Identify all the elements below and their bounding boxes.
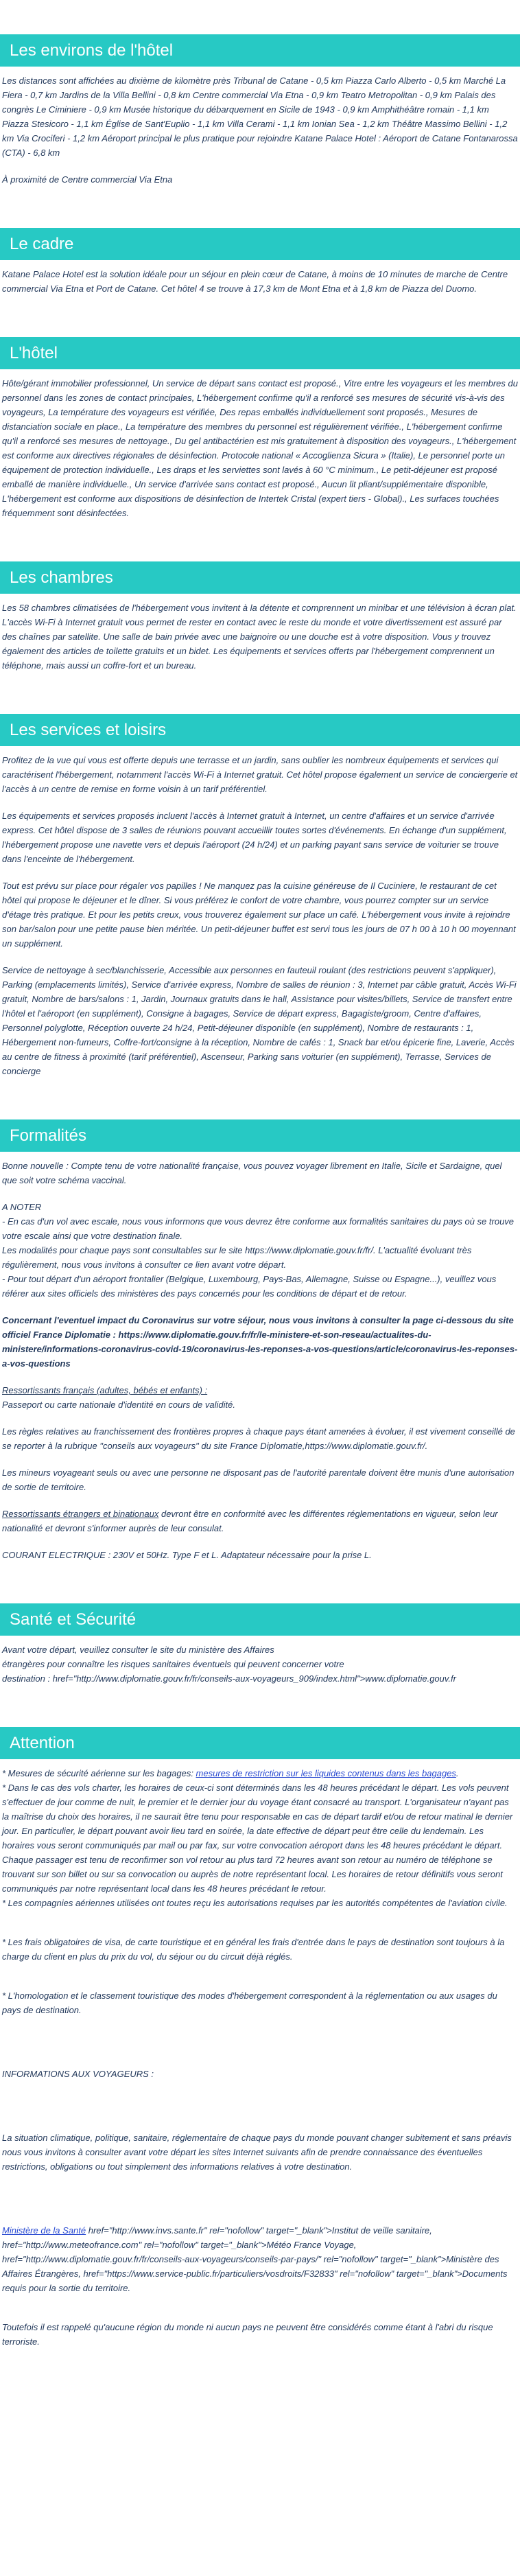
formalites-note: A NOTER - En cas d'un vol avec escale, nous vous informons que vous devrez être conforme aux formalités sanitaires du pays où se trouve votre escale ainsi que votre destination finale. Les modalités pour chaque pays sont consultables sur le site https://www.diplomatie.gouv.fr/fr/. L'actualité évoluant très régulièrement, nous vous invitons à consulter ce lien avant votre départ. - Pour tout départ d'un aéroport frontalier (Belgique, Luxembourg, Pays-Bas, Allemagne, Suisse ou Espagne...), veuillez vous référer aux sites officiels des ministères des pays concernés pour les conditions de départ et de retour. (2, 1202, 515, 1299)
section-title-environs: Les environs de l'hôtel (0, 34, 520, 67)
section-cadre (0, 228, 520, 296)
sante-text: Avant votre départ, veuillez consulter le site du ministère des Affaires étrangères pour connaître les risques sanitaires éventuels qui peuvent concerner votre destination : href="http://www.diplomatie.gouv.fr/fr/conseils-aux-voyageurs_909/index.html">www.diplomatie.gouv.fr (2, 1645, 456, 1684)
environs-distances: Les distances sont affichées au dixième de kilomètre près Tribunal de Catane - 0,5 km Piazza Carlo Alberto - 0,5 km Marché La Fiera - 0,7 km Jardins de la Villa Bellini - 0,8 km Centre commercial Via Etna - 0,9 km Teatro Metropolitan - 0,9 km Palais des congrès Le Ciminiere - 0,9 km Musée historique du débarquement en Sicile de 1943 - 0,9 km Amphithéâtre romain - 1,1 km Piazza Stesicoro - 1,1 km Église de Sant'Euplio - 1,1 km Villa Cerami - 1,1 km Ionian Sea - 1,2 km Théâtre Massimo Bellini - 1,2 km Via Crociferi - 1,2 km Aéroport principal le plus pratique pour rejoindre Katane Palace Hotel : Aéroport de Catane Fontanarossa (CTA) - 6,8 km (2, 76, 518, 158)
section-title-attention: Attention (0, 1727, 520, 1759)
formalites-foreigners-text: devront être en conformité avec les différentes réglementations en vigueur, selon leur nationalité et devront s'informer auprès de leur consulat. (2, 1509, 498, 1533)
section-title-chambres: Les chambres (0, 561, 520, 594)
attention-climate: La situation climatique, politique, sanitaire, réglementaire de chaque pays du monde pouvant changer subitement et sans préavis nous vous invitons à consulter avant votre départ les sites Internet suivants afin de prendre connaissance des éventuelles restrictions, obligations ou tout simplement des informations relatives à votre destination. (2, 2133, 512, 2172)
section-title-hotel: L'hôtel (0, 337, 520, 369)
page (0, 34, 520, 2404)
section-title-services: Les services et loisirs (0, 714, 520, 746)
formalites-minors: Les mineurs voyageant seuls ou avec une personne ne disposant pas de l'autorité parentale doivent être munis d'une autorisation de sortie de territoire. (2, 1467, 515, 1492)
formalites-foreigners (0, 1507, 520, 1535)
services-text-1: Profitez de la vue qui vous est offerte depuis une terrasse et un jardin, sans oublier les nombreux équipements et services qui caractérisent l'hébergement, notamment l'accès Wi-Fi à Internet gratuit. Cet hôtel propose également un service de conciergerie et l'accès à un centre de remise en forme voisin à un tarif préférentiel. (2, 755, 518, 794)
section-chambres (0, 561, 520, 673)
section-environs (0, 34, 520, 187)
hotel-text: Hôte/gérant immobilier professionnel, Un service de départ sans contact est proposé., Vitre entre les voyageurs et les membres du personnel dans les zones de contact principales, L'hébergement confirme qu'il a renforcé ses mesures de sécurité vis-à-vis des voyageurs, La température des voyageurs est vérifiée, Des repas emballés individuellement sont proposés., Mesures de distanciation sociale en place., La température des membres du personnel est régulièrement vérifiée., L'hébergement confirme qu'il a renforcé ses mesures de nettoyage., Du gel antibactérien est mis gratuitement à disposition des voyageurs., L'hébergement est conforme aux directives régionales de désinfection. Protocole national « Accoglienza Sicura » (Italie), Le personnel porte un équipement de protection individuelle., Les draps et les serviettes sont lavés à 60 °C minimum., Le petit-déjeuner est proposé emballé de manière individuelle., Un service d'arrivée sans contact est proposé., Aucun lit pliant/supplémentaire disponible, L'hébergement est conforme aux dispositions de désinfection de Intertek Cristal (expert tiers - Global)., Les surfaces touchées fréquemment sont désinfectées. (2, 378, 518, 518)
section-title-cadre: Le cadre (0, 228, 520, 260)
attention-bagages-prefix: * Mesures de sécurité aérienne sur les bagages: (2, 1768, 196, 1778)
environs-proximity: À proximité de Centre commercial Via Etna (2, 174, 173, 185)
attention-links (0, 2223, 520, 2295)
attention-links-text: href="http://www.invs.sante.fr" rel="nofollow" target="_blank">Institut de veille sanitaire, href="http://www.meteofrance.com" rel="nofollow" target="_blank">Météo France Voyage, href="http://www.diplomatie.gouv.fr/fr/conseils-aux-voyageurs/conseils-par-pays/" rel="nofollow" target="_blank">Ministère des Affaires Étrangères, href="https://www.service-public.fr/particuliers/vosdroits/F32833" rel="nofollow" target="_blank">Documents requis pour la sortie du territoire. (2, 2225, 508, 2293)
formalites-borders: Les règles relatives au franchissement des frontières propres à chaque pays étant amenées à évoluer, il est vivement conseillé de se reporter à la rubrique "conseils aux voyageurs" du site France Diplomatie,https://www.diplomatie.gouv.fr/. (2, 1426, 515, 1451)
services-text-3: Tout est prévu sur place pour régaler vos papilles ! Ne manquez pas la cuisine généreuse de Il Cuciniere, le restaurant de cet hôtel qui propose le déjeuner et le dîner. Si vous préférez le confort de votre chambre, vous pourrez compter sur un service d'étage très pratique. Et pour les petits creux, vous trouverez également sur place un café. L'hébergement vous invite à rejoindre son bar/salon pour une petite pause bien méritée. Un petit-déjeuner buffet est servi tous les jours de 07 h 00 à 10 h 00 moyennant un supplément. (2, 881, 516, 949)
formalites-coronavirus: Concernant l'eventuel impact du Coronavirus sur votre séjour, nous vous invitons à consulter la page ci-dessous du site officiel France Diplomatie : https://www.diplomatie.gouv.fr/fr/le-ministere-et-son-reseau/actualites-du-ministere/informations-coronavirus-covid-19/coronavirus-les-reponses-a-vos-questions/article/coronavirus-les-reponses-a-vos-questions (2, 1315, 518, 1369)
formalites-nationality: Bonne nouvelle : Compte tenu de votre nationalité française, vous pouvez voyager librement en Italie, Sicile et Sardaigne, quel que soit votre schéma vaccinal. (2, 1161, 502, 1185)
section-title-sante: Santé et Sécurité (0, 1603, 520, 1636)
attention-info-title: INFORMATIONS AUX VOYAGEURS : (2, 2069, 154, 2079)
section-hotel (0, 337, 520, 520)
formalites-french-title: Ressortissants français (adultes, bébés et enfants) : (2, 1385, 208, 1395)
attention-terrorism: Toutefois il est rappelé qu'aucune région du monde ni aucun pays ne peuvent être considérés comme étant à l'abri du risque terroriste. (2, 2322, 493, 2347)
formalites-foreigners-title: Ressortissants étrangers et binationaux (2, 1509, 159, 1519)
section-services (0, 714, 520, 1078)
section-formalites (0, 1119, 520, 1562)
section-attention (0, 1727, 520, 2349)
attention-visa-fees: * Les frais obligatoires de visa, de carte touristique et en général les frais d'entrée dans le pays de destination sont toujours à la charge du client en plus du prix du vol, du séjour ou du circuit déjà réglés. (2, 1937, 505, 1962)
formalites-french-nationals (0, 1383, 520, 1412)
cadre-text: Katane Palace Hotel est la solution idéale pour un séjour en plein cœur de Catane, à moins de 10 minutes de marche de Centre commercial Via Etna et Port de Catane. Cet hôtel 4 se trouve à 17,3 km de Mont Etna et à 1,8 km de Piazza del Duomo. (2, 269, 508, 294)
services-text-2: Les équipements et services proposés incluent l'accès à Internet gratuit à Internet, un centre d'affaires et un service d'arrivée express. Cet hôtel dispose de 3 salles de réunions pouvant accueillir toutes sortes d'événements. En échange d'un supplément, l'hébergement propose une navette vers et depuis l'aéroport (24 h/24) et un parking payant sans service de voiturier se trouve dans l'enceinte de l'hébergement. (2, 811, 507, 864)
section-title-formalites: Formalités (0, 1119, 520, 1152)
attention-homologation: * L'homologation et le classement touristique des modes d'hébergement correspondent à la réglementation ou aux usages du pays de destination. (2, 1991, 497, 2015)
formalites-electricity: COURANT ELECTRIQUE : 230V et 50Hz. Type F et L. Adaptateur nécessaire pour la prise L. (2, 1550, 372, 1560)
attention-flights (0, 1766, 520, 1910)
section-sante (0, 1603, 520, 1686)
ministere-sante-link[interactable]: Ministère de la Santé (2, 2225, 86, 2236)
attention-flights-text: . * Dans le cas des vols charter, les horaires de ceux-ci sont déterminés dans les 48 heures précédant le départ. Les vols peuvent s'effectuer de jour comme de nuit, le premier et le dernier jour du voyage étant consacré au transport. L'organisateur n'ayant pas la maîtrise du choix des horaires, il ne saurait être tenu pour responsable en cas de départ tardif et/ou de retour matinal le dernier jour. En particulier, le départ pouvant avoir lieu tard en soirée, la date effective de départ peut être celle du lendemain. Les horaires vous seront communiqués par mail ou par fax, sur votre convocation aéroport dans les 48 heures précédant le départ. Chaque passager est tenu de reconfirmer son vol retour au plus tard 72 heures avant son retour au numéro de téléphone se trouvant sur son billet ou sur sa convocation ou auprès de notre représentant local. Les horaires de retour définitifs vous seront communiqués par notre représentant local dans les 48 heures précédant le retour. * Les compagnies aériennes utilisées ont toutes reçu les autorisations requises par les autorités compétentes de l'aviation civile. (2, 1768, 513, 1908)
services-list: Service de nettoyage à sec/blanchisserie, Accessible aux personnes en fauteuil roulant (des restrictions peuvent s'appliquer), Parking (emplacements limités), Service d'arrivée express, Nombre de salles de réunion : 3, Internet par câble gratuit, Accès Wi-Fi gratuit, Nombre de bars/salons : 1, Jardin, Journaux gratuits dans le hall, Assistance pour visites/billets, Service de transfert entre l'hôtel et l'aéroport (en supplément), Consigne à bagages, Service de départ express, Bagagiste/groom, Centre d'affaires, Personnel polyglotte, Réception ouverte 24 h/24, Petit-déjeuner disponible (en supplément), Nombre de restaurants : 1, Hébergement non-fumeurs, Coffre-fort/consigne à la réception, Nombre de cafés : 1, Snack bar et/ou épicerie fine, Laverie, Accès au centre de fitness à proximité (tarif préférentiel), Ascenseur, Parking sans voiturier (en supplément), Terrasse, Services de concierge (2, 965, 517, 1076)
formalites-french-docs: Passeport ou carte nationale d'identité en cours de validité. (2, 1400, 235, 1410)
chambres-text: Les 58 chambres climatisées de l'hébergement vous invitent à la détente et comprennent un minibar et une télévision à écran plat. L'accès Wi-Fi à Internet gratuit vous permet de rester en contact avec le reste du monde et votre divertissement est assuré par des chaînes par satellite. Une salle de bain privée avec une baignoire ou une douche est à votre disposition. Vous y trouvez également des articles de toilette gratuits et un bidet. Les équipements et services offerts par l'hébergement comprennent un téléphone, mais aussi un coffre-fort et un bureau. (2, 603, 517, 671)
liquids-restriction-link[interactable]: mesures de restriction sur les liquides contenus dans les bagages (196, 1768, 456, 1778)
